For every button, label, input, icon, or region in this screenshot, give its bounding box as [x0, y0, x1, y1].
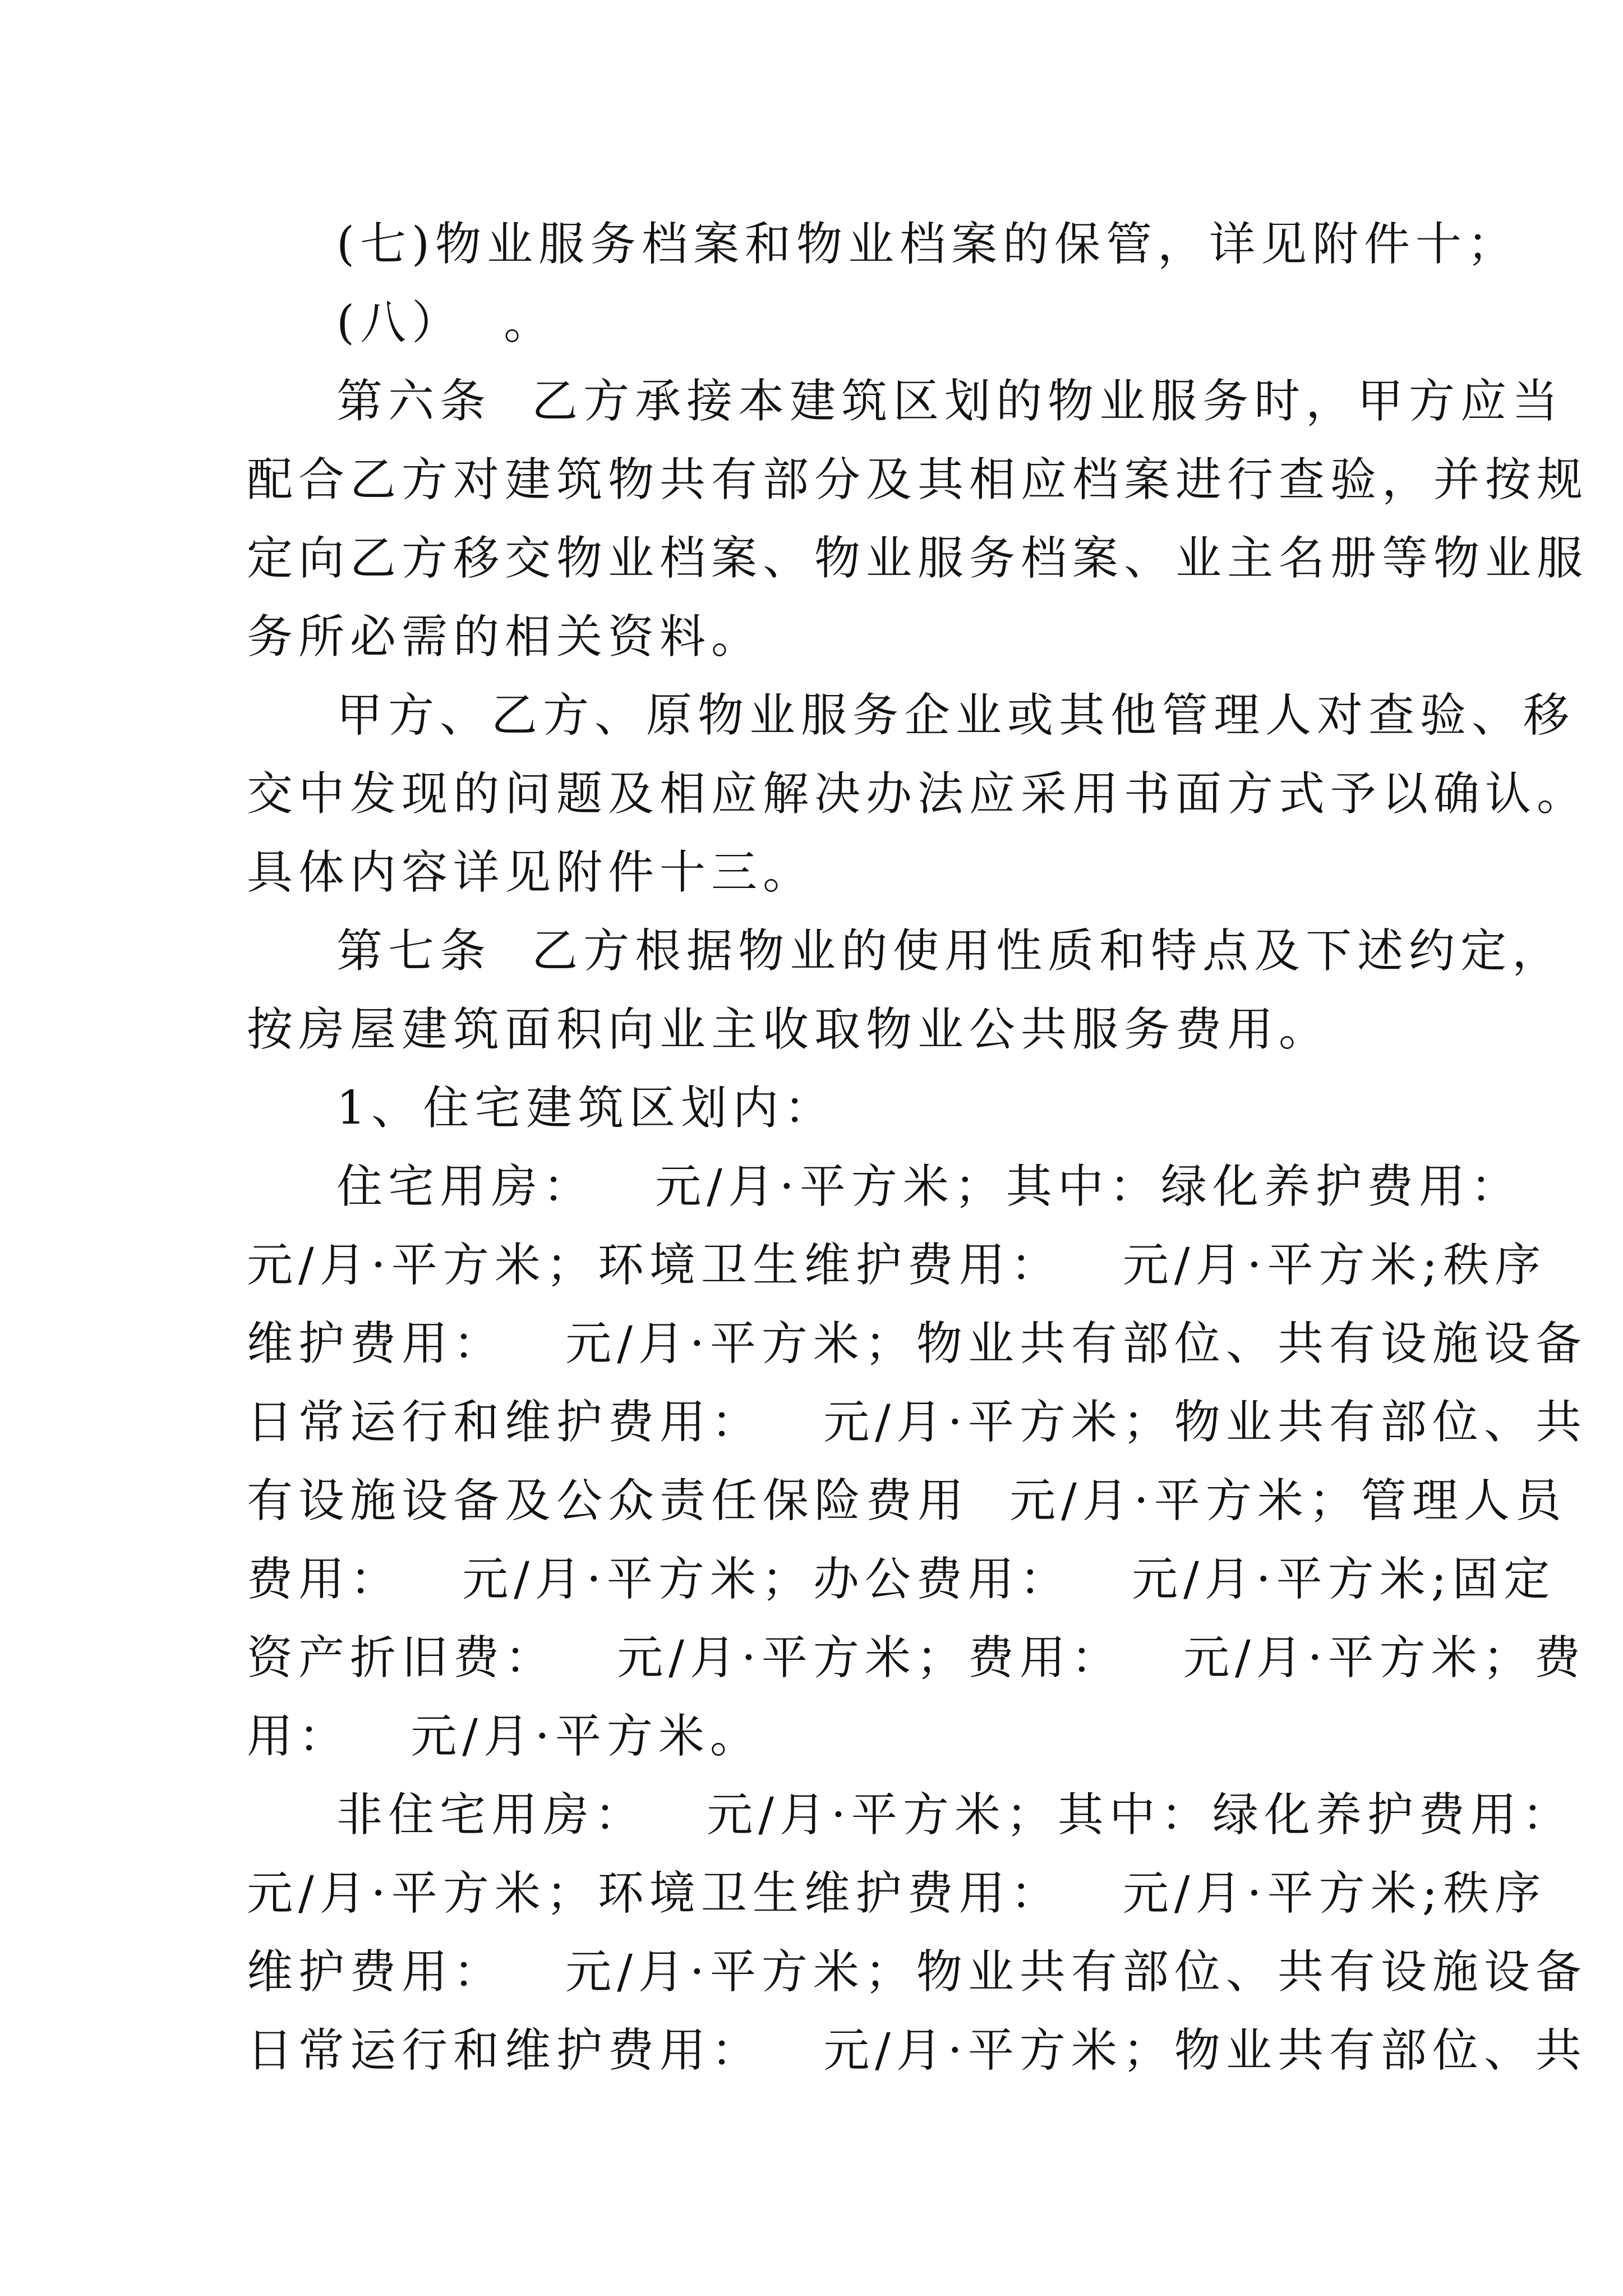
text-line: (八） 。	[336, 296, 556, 349]
text-line: 第六条 乙方承接本建筑区划的物业服务时，甲方应当	[336, 375, 1564, 428]
text-line: 非住宅用房： 元/月·平方米；其中：绿化养护费用：	[336, 1788, 1574, 1842]
text-line: (七)物业服务档案和物业档案的保管，详见附件十；	[336, 218, 1519, 271]
text-line: 定向乙方移交物业档案、物业服务档案、业主名册等物业服	[247, 532, 1589, 585]
text-line: 费用： 元/月·平方米；办公费用： 元/月·平方米;固定	[247, 1553, 1556, 1606]
text-line: 务所必需的相关资料。	[247, 610, 763, 664]
text-line: 交中发现的问题及相应解决办法应采用书面方式予以确认。	[247, 767, 1589, 821]
text-line: 住宅用房： 元/月·平方米；其中：绿化养护费用：	[336, 1160, 1522, 1213]
text-line: 甲方、乙方、原物业服务企业或其他管理人对查验、移	[336, 689, 1575, 742]
text-line: 第七条 乙方根据物业的使用性质和特点及下述约定，	[336, 924, 1564, 978]
text-line: 日常运行和维护费用： 元/月·平方米；物业共有部位、共	[247, 1396, 1587, 1449]
text-line: 配合乙方对建筑物共有部分及其相应档案进行查验，并按规	[247, 453, 1589, 507]
text-line: 维护费用： 元/月·平方米；物业共有部位、共有设施设备	[247, 1945, 1587, 1999]
text-line: 元/月·平方米；环境卫生维护费用： 元/月·平方米;秩序	[247, 1239, 1547, 1292]
text-line: 有设施设备及公众责任保险费用 元/月·平方米；管理人员	[247, 1474, 1567, 1527]
text-line: 日常运行和维护费用： 元/月·平方米；物业共有部位、共	[247, 2024, 1587, 2077]
text-line: 元/月·平方米；环境卫生维护费用： 元/月·平方米;秩序	[247, 1867, 1547, 1920]
text-line: 资产折旧费： 元/月·平方米；费用： 元/月·平方米；费	[247, 1631, 1586, 1685]
text-line: 维护费用： 元/月·平方米；物业共有部位、共有设施设备	[247, 1317, 1587, 1370]
text-line: 具体内容详见附件十三。	[247, 846, 815, 899]
text-line: 按房屋建筑面积向业主收取物业公共服务费用。	[247, 1003, 1331, 1056]
text-line: 1、住宅建筑区划内：	[336, 1082, 836, 1135]
text-line: 用： 元/月·平方米。	[247, 1710, 762, 1763]
